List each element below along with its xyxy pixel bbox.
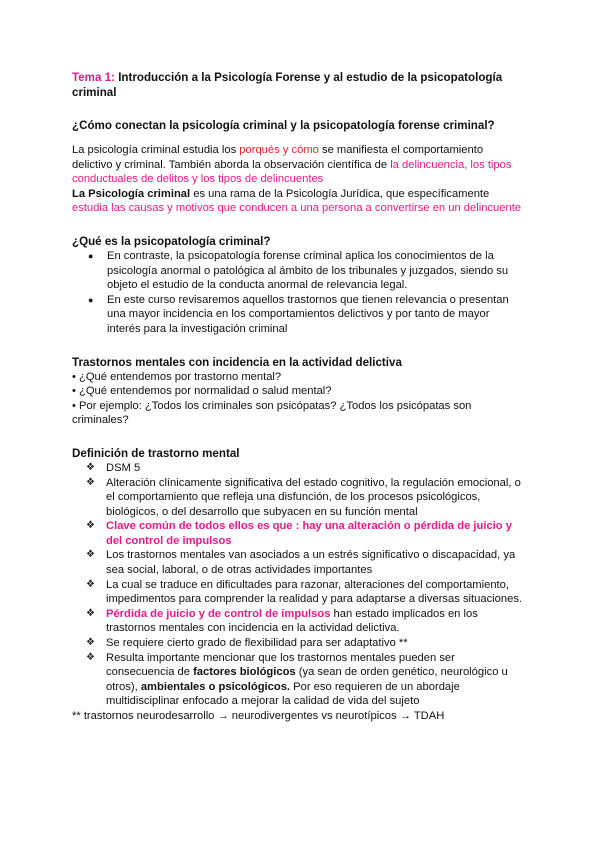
section4-heading: Definición de trastorno mental — [72, 446, 240, 460]
list-item-text: Alteración clínicamente significativa del estado cognitivo, la regulación emocional, o el comportamiento que refleja una disfunción, de los procesos psicológicos, biológicos, o del desarrollo que subyacen en su función mental — [106, 476, 521, 518]
bold-term: ambientales o psicológicos. — [140, 680, 291, 693]
list-item-text: En contraste, la psicopatología forense criminal aplica los conocimientos de la psicología anormal o patológica al ámbito de los tribunales y juzgados, siendo su objeto el estudio de la conducta anormal de relevancia legal. — [107, 249, 509, 292]
list-item — [84, 548, 524, 577]
list-item — [84, 519, 524, 548]
section1-heading: ¿Cómo conectan la psicología criminal y la psicopatología forense criminal? — [72, 119, 495, 132]
bold-term: factores biológicos — [193, 666, 296, 679]
diamond-bullet-icon: ❖ — [86, 637, 95, 649]
section3-line: • ¿Qué entendemos por trastorno mental? — [72, 370, 282, 383]
diamond-bullet-icon: ❖ — [86, 549, 95, 561]
section4-list — [72, 461, 524, 709]
bullet-icon: ● — [88, 294, 94, 305]
list-item — [84, 607, 524, 636]
p2-text-b: es una rama de la Psicología Jurídica, que específicamente — [190, 187, 490, 200]
title-text: Introducción a la Psicología Forense y al estudio de la psicopatología criminal — [72, 71, 503, 99]
p1-highlight-porques: porqués y cómo — [239, 144, 319, 156]
list-item — [84, 461, 524, 476]
p2-bold-term: La Psicología criminal — [72, 187, 191, 200]
list-item — [84, 476, 524, 520]
section1-paragraph2 — [72, 187, 524, 216]
title-label: Tema 1: — [72, 71, 115, 84]
diamond-bullet-icon: ❖ — [86, 476, 95, 488]
diamond-bullet-icon: ❖ — [86, 607, 95, 619]
list-item-text: han estado implicados en los trastornos mentales con incidencia en la actividad delictiva. — [106, 607, 478, 635]
diamond-bullet-icon: ❖ — [86, 651, 95, 663]
document-page — [72, 70, 524, 724]
list-item — [84, 651, 524, 709]
p1-text-a: La psicología criminal estudia los — [72, 144, 240, 156]
section3-line: • Por ejemplo: ¿Todos los criminales son psicópatas? ¿Todos los psicópatas son criminales? — [72, 399, 472, 427]
section2-heading: ¿Qué es la psicopatología criminal? — [72, 234, 271, 248]
list-item — [84, 636, 524, 651]
p1-highlight-delincuencia: la delincuencia, los tipos conductuales de delitos y los tipos de delincuentes — [72, 158, 512, 186]
section1-paragraph1 — [72, 143, 524, 187]
section3-heading: Trastornos mentales con incidencia en la actividad delictiva — [72, 355, 402, 369]
list-item-text: Se requiere cierto grado de flexibilidad para ser adaptativo ** — [106, 637, 408, 650]
list-item-text-highlight: Pérdida de juicio y de control de impulsos — [106, 607, 331, 620]
list-item-text-highlight: Clave común de todos ellos es que : hay una alteración o pérdida de juicio y del control de impulsos — [106, 520, 512, 547]
list-item-text: Resulta importante mencionar que los trastornos mentales pueden ser consecuencia de — [106, 651, 455, 679]
document-title — [72, 70, 524, 100]
list-item-text: DSM 5 — [106, 461, 141, 474]
section2-list — [72, 249, 524, 337]
list-item-text: En este curso revisaremos aquellos trastornos que tienen relevancia o presentan una mayor incidencia en los comportamientos delictivos y por tanto de mayor interés para la investigación criminal — [107, 293, 509, 335]
section3-line: • ¿Qué entendemos por normalidad o salud mental? — [72, 385, 332, 398]
list-item — [84, 578, 524, 607]
list-item-text: La cual se traduce en dificultades para razonar, alteraciones del comportamiento, impedimentos para comprender la realidad y para adaptarse a diversas situaciones. — [106, 578, 523, 606]
p2-highlight-causas: estudia las causas y motivos que conducen a una persona a convertirse en un delincuente — [72, 202, 522, 215]
diamond-bullet-icon: ❖ — [86, 461, 95, 473]
list-item-text: Por eso requieren de un abordaje multidisciplinar enfocado a mejorar la calidad de vida del sujeto — [106, 680, 460, 708]
list-item — [82, 293, 524, 337]
diamond-bullet-icon: ❖ — [86, 578, 95, 590]
footnote: ** trastornos neurodesarrollo → neurodivergentes vs neurotípicos → TDAH — [72, 710, 445, 722]
list-item-text: Los trastornos mentales van asociados a un estrés significativo o discapacidad, ya sea social, laboral, o de otras actividades importantes — [106, 549, 516, 577]
diamond-bullet-icon: ❖ — [86, 520, 95, 532]
list-item — [82, 249, 524, 293]
p1-text-c: se manifiesta el comportamiento delictivo y criminal. También aborda la observación científica de — [72, 144, 484, 171]
list-item-text: (ya sean de orden genético, neurológico u otros), — [106, 666, 508, 693]
bullet-icon: ● — [88, 250, 94, 261]
